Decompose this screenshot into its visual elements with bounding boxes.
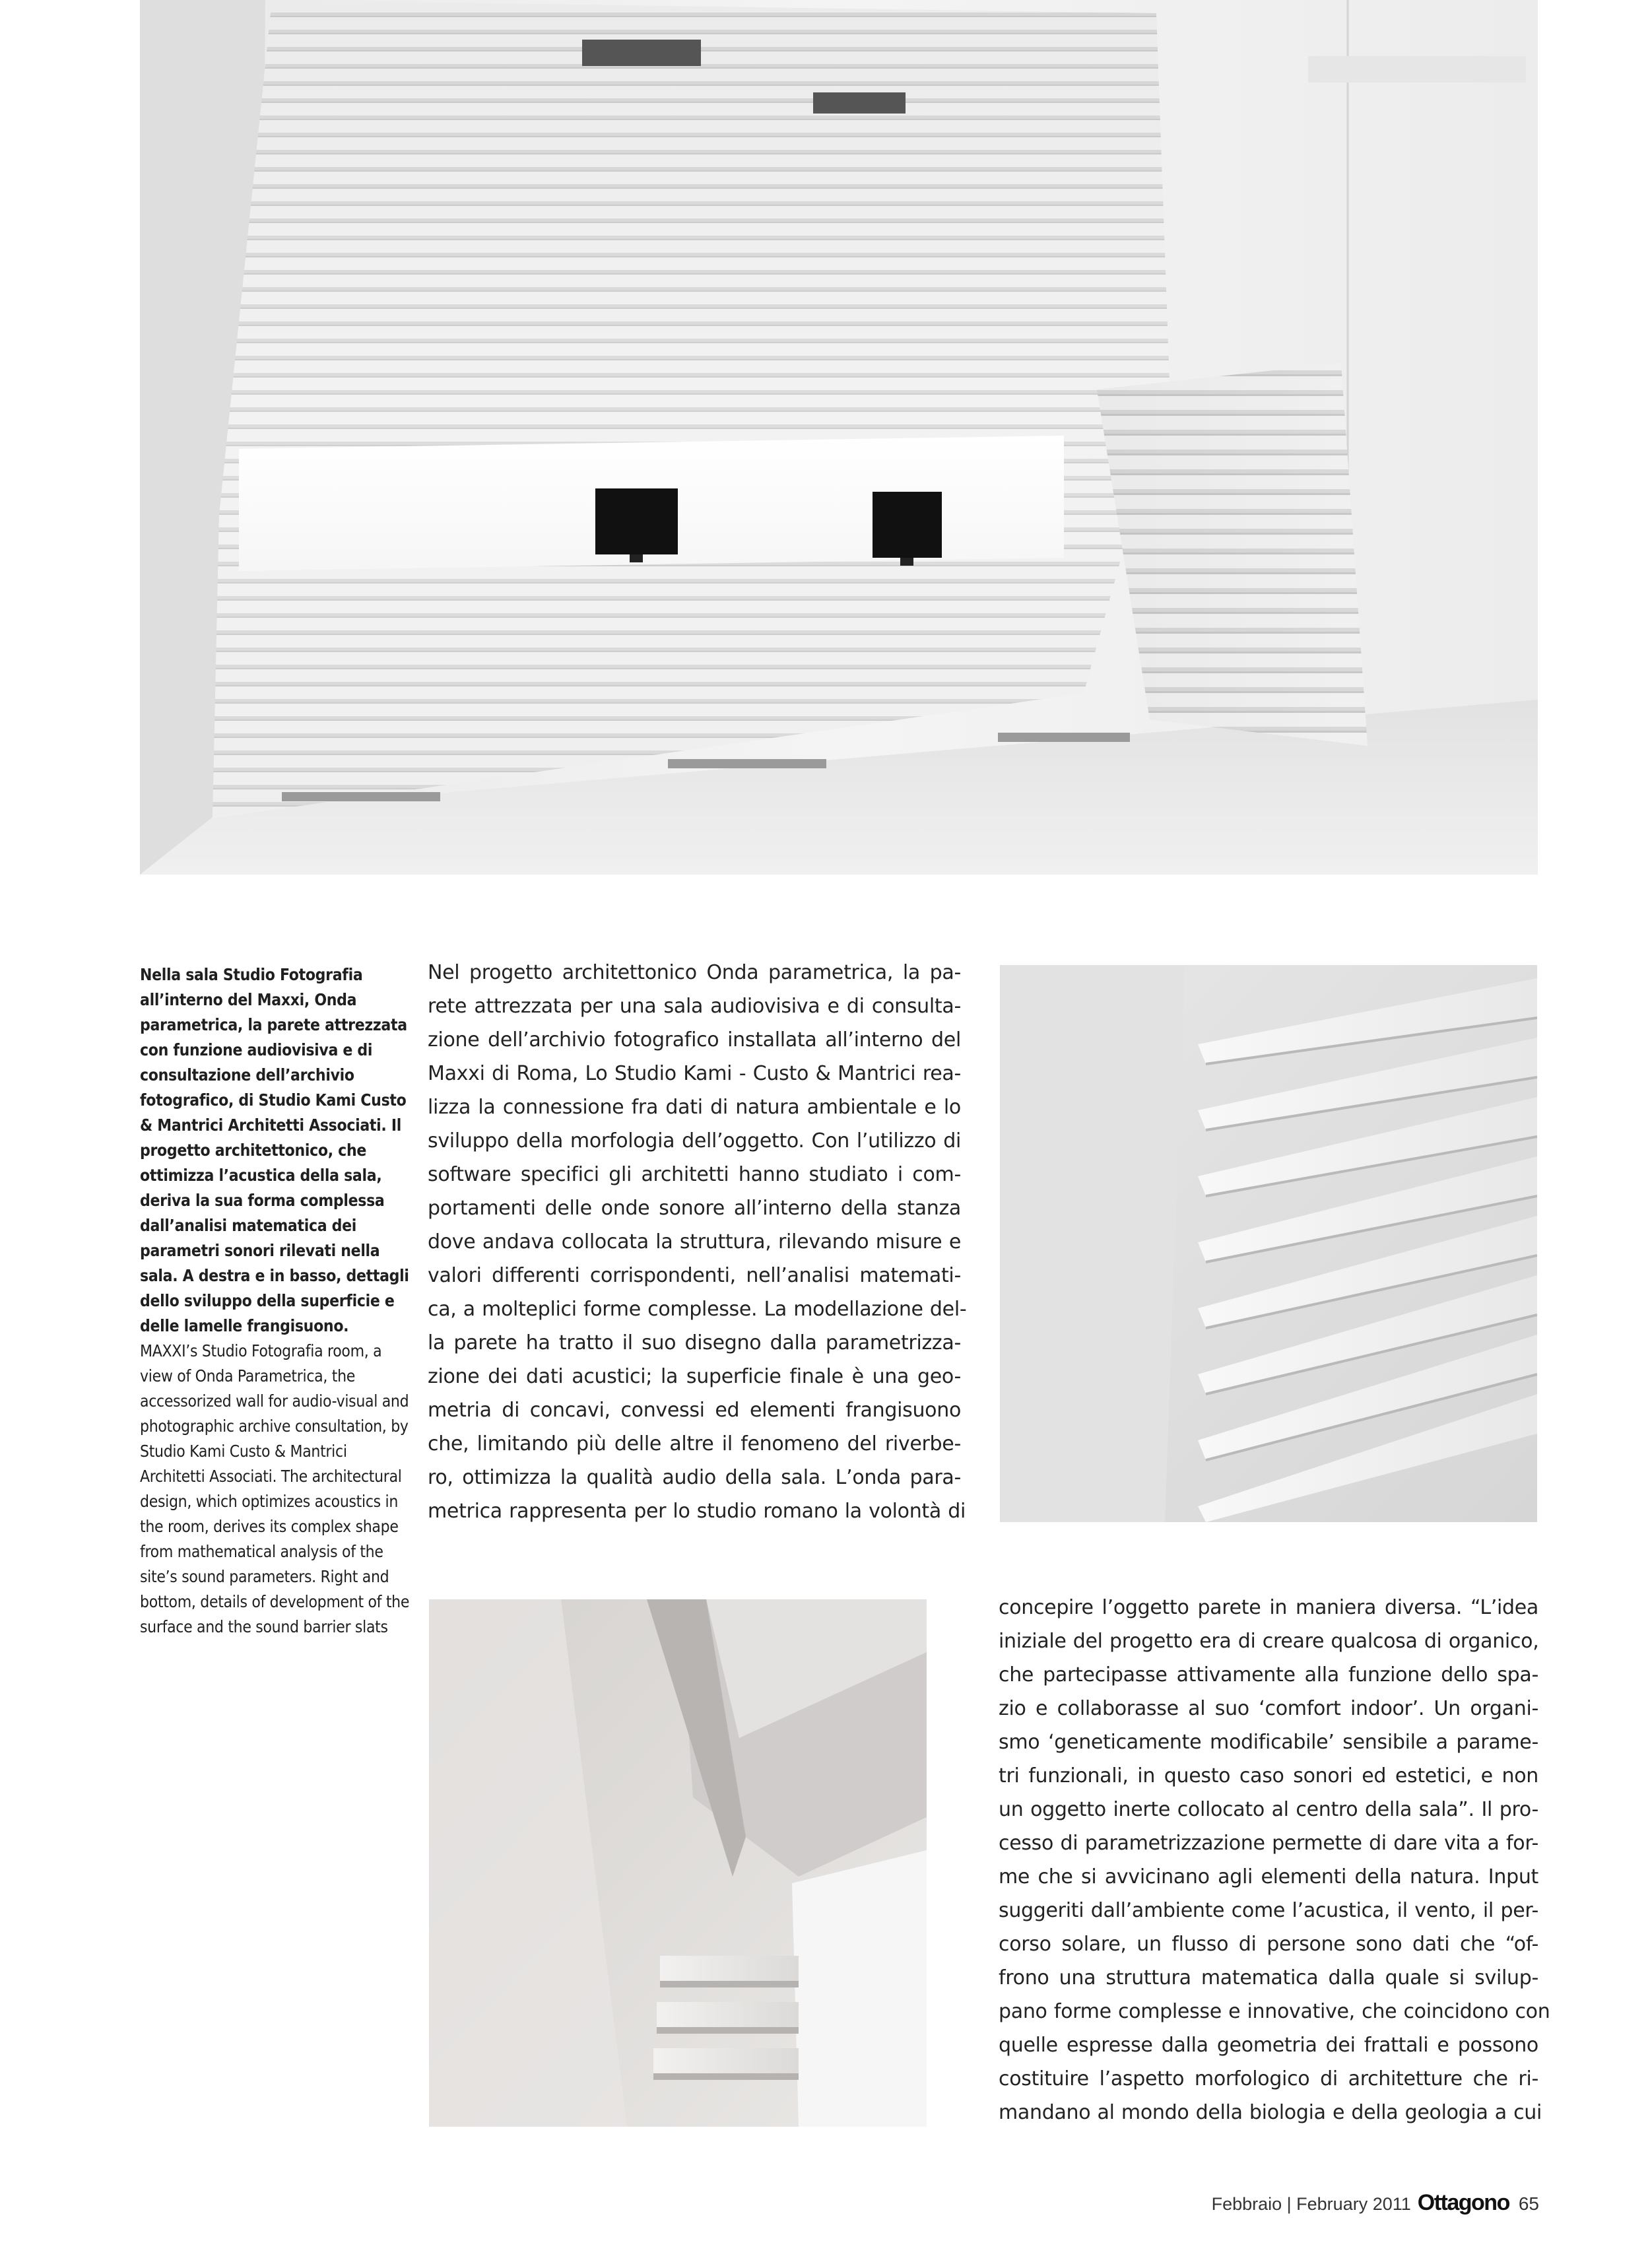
- article-line: che, limitando più delle altre il fenomeno del riverbe-: [428, 1432, 961, 1455]
- article-line: rete attrezzata per una sala audiovisiva e di consulta-: [428, 995, 961, 1018]
- article-line: un oggetto inerte collocato al centro della sala”. Il pro-: [999, 1798, 1538, 1821]
- article-line: pano forme complesse e innovative, che coincidono con: [999, 2000, 1550, 2023]
- article-column-2: [999, 1591, 1550, 2132]
- surface-detail-image: [429, 1599, 927, 2127]
- article-line: mandano al mondo della biologia e della geologia a cui: [999, 2101, 1542, 2124]
- article-line: dove andava collocata la struttura, rilevando misure e: [428, 1230, 961, 1253]
- article-line: sviluppo della morfologia dell’oggetto. Con l’utilizzo di: [428, 1129, 961, 1152]
- article-line: costituire l’aspetto morfologico di architetture che ri-: [999, 2067, 1538, 2090]
- page-folio: [1212, 2190, 1539, 2216]
- magazine-name: Ottagono: [1417, 2190, 1509, 2215]
- article-line: portamenti delle onde sonore all’interno della stanza: [428, 1197, 961, 1220]
- article-line: cesso di parametrizzazione permette di dare vita a for-: [999, 1832, 1538, 1855]
- article-line: software specifici gli architetti hanno studiato i com-: [428, 1163, 961, 1186]
- article-line: ca, a molteplici forme complesse. La modellazione del-: [428, 1298, 967, 1321]
- article-line: me che si avvicinano agli elementi della natura. Input: [999, 1865, 1538, 1888]
- article-line: frono una struttura matematica dalla quale si svilup-: [999, 1966, 1538, 1989]
- article-line: concepire l’oggetto parete in maniera diversa. “L’idea: [999, 1596, 1538, 1619]
- article-line: lizza la connessione fra dati di natura ambientale e lo: [428, 1096, 961, 1119]
- article-line: corso solare, un flusso di persone sono dati che “of-: [999, 1933, 1538, 1956]
- caption-italian: Nella sala Studio Fotografia all’interno del Maxxi, Onda parametrica, la parete attrezzata con funzione audiovisiva e di consultazione dell’archivio fotografico, di Studio Kami Custo & Mantrici Architetti Associati. Il progetto architettonico, che ottimizza l’acustica della sala, deriva la sua forma complessa dall’analisi matematica dei parametri sonori rilevati nella sala. A destra e in basso, dettagli dello sviluppo della superficie e delle lamelle frangisuono.: [140, 965, 409, 1335]
- article-line: zione dell’archivio fotografico installata all’interno del: [428, 1028, 961, 1051]
- article-line: tri funzionali, in questo caso sonori ed estetici, e non: [999, 1764, 1538, 1787]
- article-line: Nel progetto architettonico Onda parametrica, la pa-: [428, 961, 961, 984]
- article-line: zione dei dati acustici; la superficie finale è una geo-: [428, 1365, 961, 1388]
- article-line: metrica rappresenta per lo studio romano la volontà di: [428, 1500, 966, 1523]
- article-line: valori differenti corrispondenti, nell’analisi matemati-: [428, 1264, 961, 1287]
- article-line: la parete ha tratto il suo disegno dalla parametrizza-: [428, 1331, 961, 1354]
- article-line: zio e collaborasse al suo ‘comfort indoor’. Un organi-: [999, 1697, 1538, 1720]
- page-number: 65: [1518, 2193, 1539, 2214]
- article-line: iniziale del progetto era di creare qualcosa di organico,: [999, 1630, 1539, 1653]
- onda-parametrica-wall-image: [140, 0, 1538, 875]
- article-line: quelle espresse dalla geometria dei frattali e possono: [999, 2034, 1538, 2057]
- article-column-1: [428, 956, 967, 1530]
- article-line: smo ‘geneticamente modificabile’ sensibile a parame-: [999, 1731, 1538, 1754]
- caption-english: MAXXI’s Studio Fotografia room, a view of Onda Parametrica, the accessorized wall for audio-visual and photographic archive consultation, by Studio Kami Custo & Mantrici Architetti Associati. The architectural design, which optimizes acoustics in the room, derives its complex shape from mathematical analysis of the site’s sound parameters. Right and bottom, details of development of the surface and the sound barrier slats: [140, 1341, 410, 1636]
- article-line: suggeriti dall’ambiente come l’acustica, il vento, il per-: [999, 1899, 1538, 1922]
- article-line: metria di concavi, convessi ed elementi frangisuono: [428, 1399, 961, 1422]
- issue-date: Febbraio | February 2011: [1211, 2194, 1411, 2214]
- detail-photo-right: [1000, 965, 1537, 1522]
- article-line: che partecipasse attivamente alla funzione dello spa-: [999, 1663, 1538, 1686]
- detail-photo-bottom: [429, 1599, 927, 2127]
- photo-caption: [140, 962, 411, 1640]
- main-room-photo: [140, 0, 1538, 875]
- slats-detail-image: [1000, 965, 1537, 1522]
- article-line: ro, ottimizza la qualità audio della sala. L’onda para-: [428, 1466, 961, 1489]
- article-line: Maxxi di Roma, Lo Studio Kami - Custo & Mantrici rea-: [428, 1062, 961, 1085]
